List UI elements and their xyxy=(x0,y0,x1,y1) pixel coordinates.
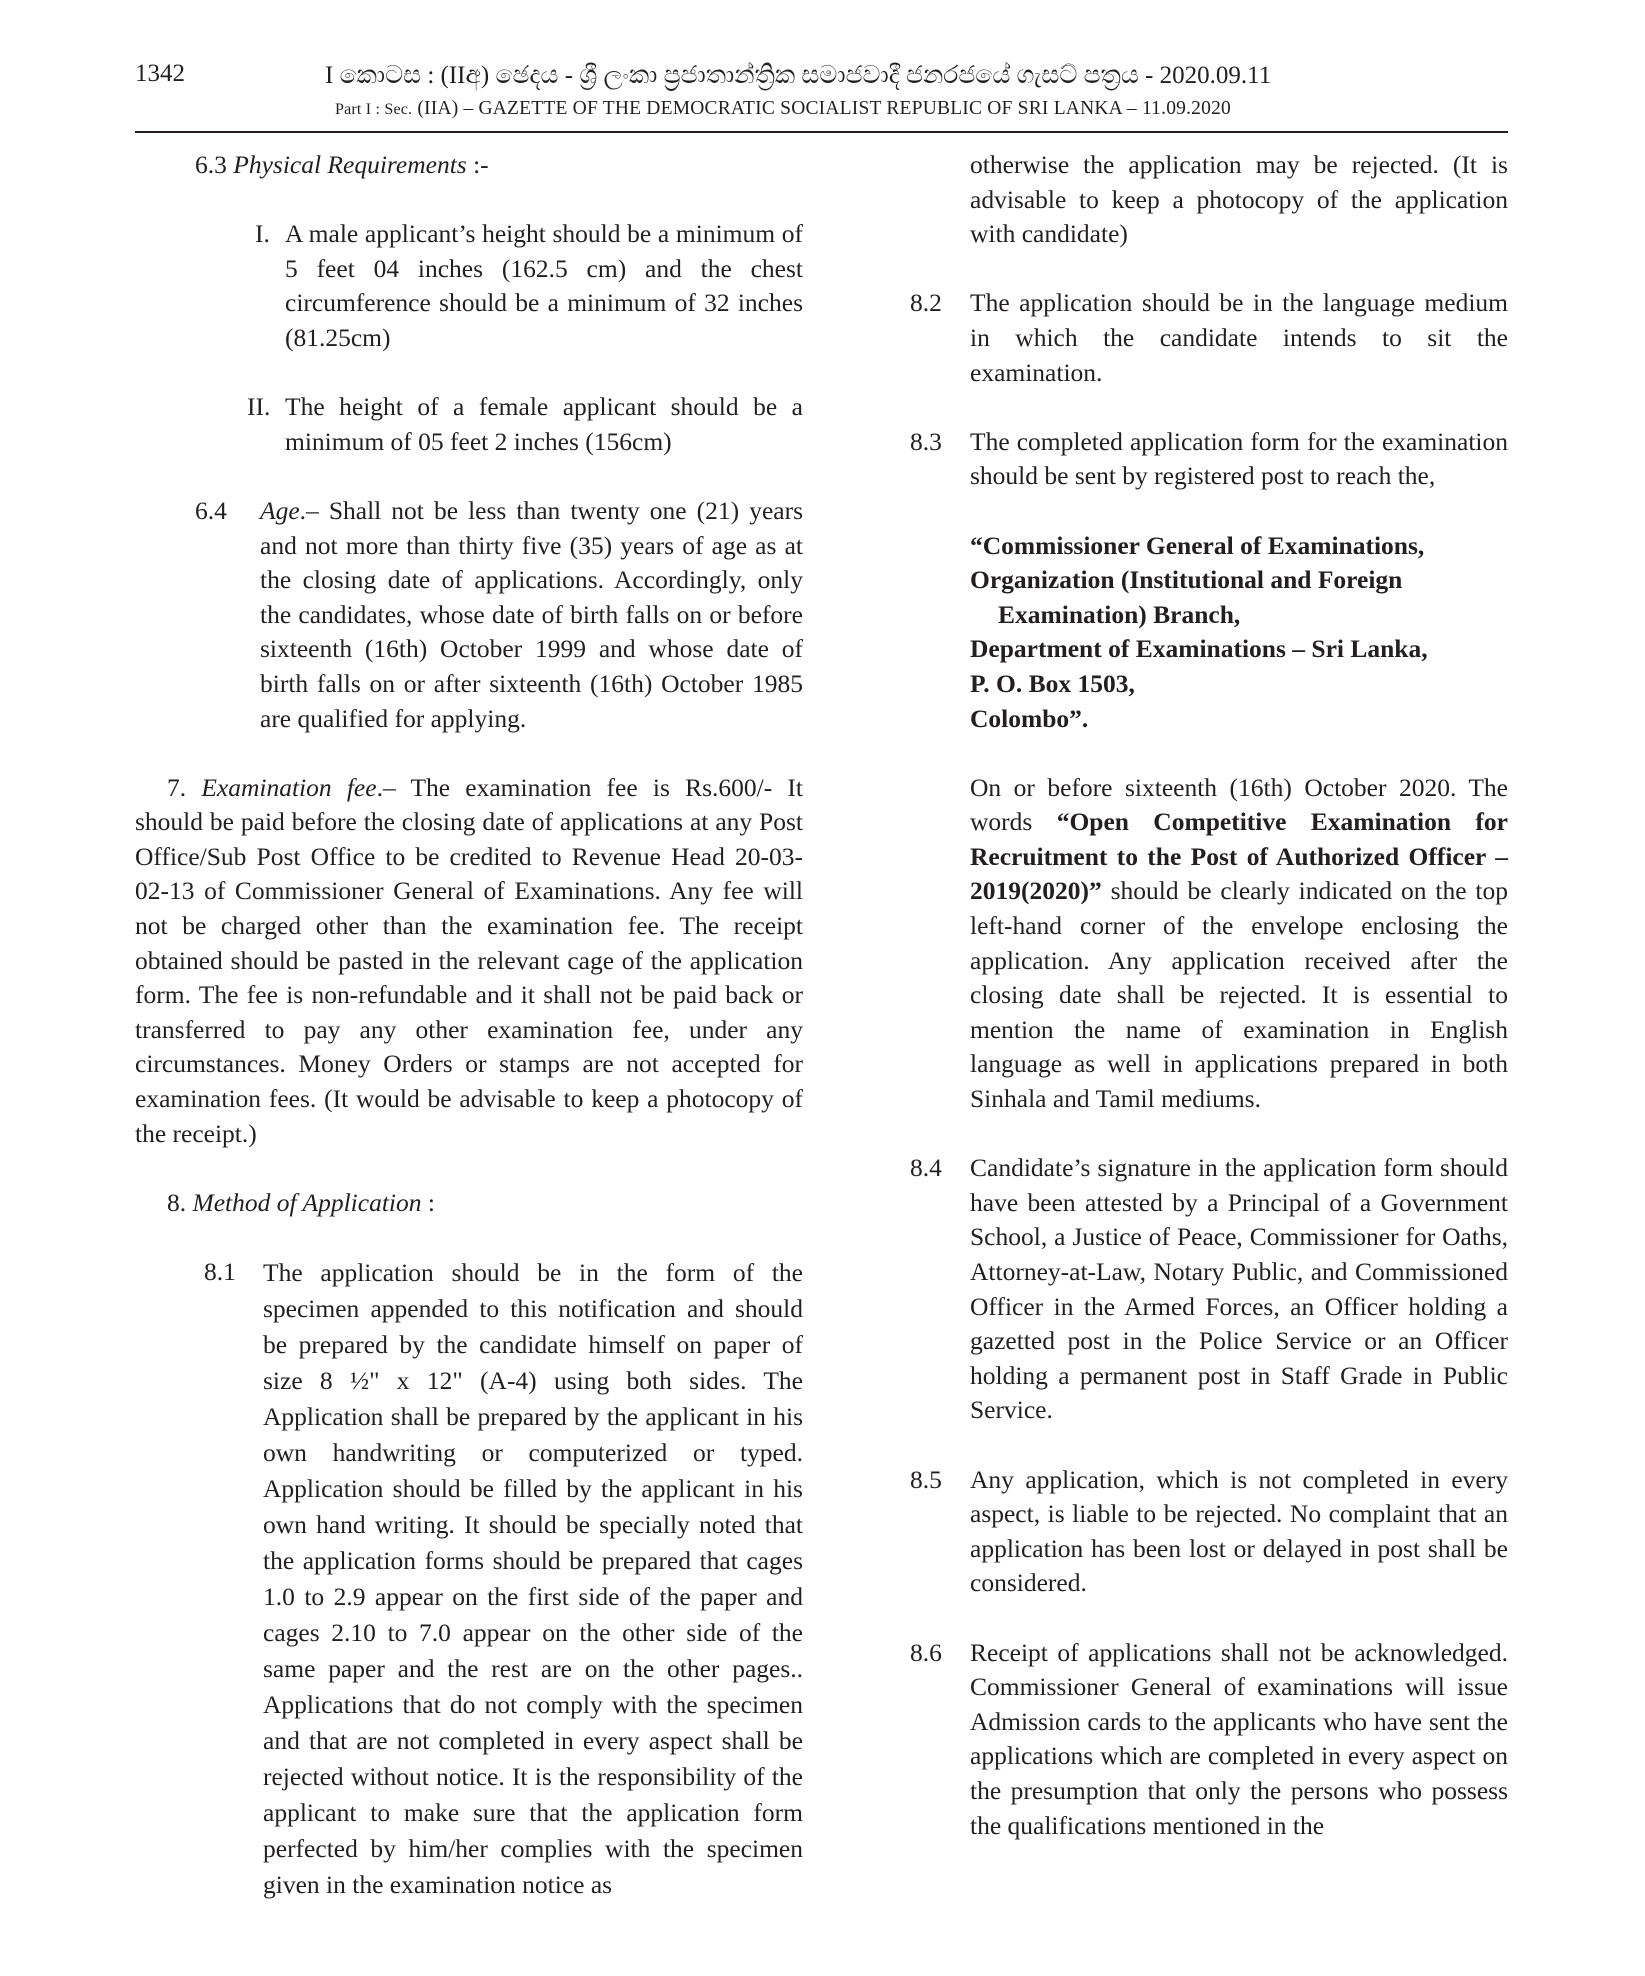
section-suffix: :- xyxy=(466,150,489,179)
section-8-2 xyxy=(910,286,1508,390)
section-number: 6.4 xyxy=(195,495,227,525)
section-suffix: : xyxy=(421,1187,435,1217)
section-title: Examination fee xyxy=(201,772,377,802)
item-text: The height of a female applicant should be a minimum of 05 feet 2 inches (156cm) xyxy=(285,392,803,456)
mailing-address xyxy=(910,529,1508,737)
instruction-text: On or before sixteenth (16th) October 2020. The words xyxy=(970,772,1508,837)
section-body: The completed application form for the examination should be sent by registered post to reach the, xyxy=(970,426,1508,491)
section-body: The application should be in the form of the specimen appended to this notification and should be prepared by the candidate himself on paper of size 8 ½" x 12" (A-4) using both sides. The Application shall be prepared by the applicant in his own handwriting or computerized or typed. Application should be filled by the applicant in his own hand writing. It should be specially noted that the application forms should be prepared that cages 1.0 to 2.9 appear on the first side of the paper and cages 2.10 to 7.0 appear on the other side of the same paper and the rest are on the other pages.. Applications that do not comply with the specimen and that are not completed in every aspect shall be rejected without notice. It is the responsibility of the applicant to make sure that the application form perfected by him/her complies with the specimen given in the examination notice as xyxy=(263,1258,803,1899)
section-body: The application should be in the language medium in which the candidate intends to sit the examination. xyxy=(970,288,1508,387)
section-number: 7. xyxy=(167,772,187,802)
section-number: 8.1 xyxy=(204,1257,236,1286)
item-number: II. xyxy=(247,392,271,422)
instruction-text: should be clearly indicated on the top left-hand corner of the envelope enclosing the application. Any application received after the closing date shall be rejected. It is essential to mention the name of examination in English language as well in applications prepared in both Sinhala and Tamil mediums. xyxy=(970,876,1508,1114)
section-8-3 xyxy=(910,425,1508,494)
section-body: Candidate’s signature in the application form should have been attested by a Principal of a Government School, a Justice of Peace, Commissioner for Oaths, Attorney-at-Law, Notary Public, and Commissioned Officer in the Armed Forces, an Officer holding a gazetted post in the Police Service or an Officer holding a permanent post in Staff Grade in Public Service. xyxy=(970,1153,1508,1425)
address-line: P. O. Box 1503, xyxy=(970,668,1135,698)
requirement-i xyxy=(135,217,803,355)
section-6-3-heading xyxy=(135,148,803,183)
section-number: 8.4 xyxy=(910,1153,942,1183)
section-8-heading xyxy=(135,1186,803,1221)
page-number: 1342 xyxy=(135,60,185,87)
gazette-title-english xyxy=(335,98,1395,120)
section-text xyxy=(260,494,803,736)
address-line: “Commissioner General of Examinations, xyxy=(970,530,1425,560)
section-body: Any application, which is not completed in every aspect, is liable to be rejected. No complaint that an application has been lost or delayed in post shall be considered. xyxy=(970,1464,1508,1598)
section-body: .– The examination fee is Rs.600/- It should be paid before the closing date of applications at any Post Office/Sub Post Office to be credited to Revenue Head 20-03-02-13 of Commissioner General of Examinations. Any fee will not be charged other than the examination fee. The receipt obtained should be pasted in the relevant cage of the application form. The fee is non-refundable and it shall not be paid back or transferred to pay any other examination fee, under any circumstances. Money Orders or stamps are not accepted for examination fees. (It would be advisable to keep a photocopy of the receipt.) xyxy=(135,772,803,1148)
exam-name: “Open Competitive Examination for Recruitment to the Post of Authorized Officer – 2019(2020)” xyxy=(970,807,1508,906)
section-8-4 xyxy=(910,1151,1508,1428)
section-number: 6.3 xyxy=(195,150,227,179)
address-line: Examination) Branch, xyxy=(998,599,1241,629)
gazette-title-text: (IIA) – GAZETTE OF THE DEMOCRATIC SOCIALIST REPUBLIC OF SRI LANKA – 11.09.2020 xyxy=(412,98,1231,119)
header-divider xyxy=(135,131,1508,133)
section-8-6 xyxy=(910,1636,1508,1844)
section-number: 8.6 xyxy=(910,1637,942,1667)
gazette-title-sinhala: I කොටස : (IIඅ) ඡෙදය - ශ්‍රී ලංකා ප්‍රජාතාන්ත්‍රික සමාජවාදී ජනරජයේ ගැසට් පත්‍රය - 2020.09.11 xyxy=(325,62,1272,89)
envelope-instructions xyxy=(910,771,1508,1117)
item-number: I. xyxy=(255,219,270,249)
item-text: A male applicant’s height should be a minimum of 5 feet 04 inches (162.5 cm) and the chest circumference should be a minimum of 32 inches (81.25cm) xyxy=(285,219,803,352)
section-title: Physical Requirements xyxy=(233,150,467,179)
address-line: Department of Examinations – Sri Lanka, xyxy=(970,634,1428,664)
section-number: 8. xyxy=(167,1187,187,1217)
section-body: .– Shall not be less than twenty one (21) years and not more than thirty five (35) years of age as at the closing date of applications. Accordingly, only the candidates, whose date of birth falls on or before sixteenth (16th) October 1999 and whose date of birth falls on or after sixteenth (16th) October 1985 are qualified for applying. xyxy=(260,495,803,733)
section-title: Age xyxy=(260,495,300,525)
address-line: Organization (Institutional and Foreign xyxy=(970,565,1403,595)
part-label: Part I : Sec. xyxy=(335,101,413,118)
section-6-4 xyxy=(135,494,803,736)
right-column xyxy=(910,148,1508,1843)
address-line: Colombo”. xyxy=(970,703,1089,733)
section-number: 8.5 xyxy=(910,1464,942,1494)
section-7 xyxy=(135,771,803,1152)
left-column xyxy=(135,148,803,1903)
section-number: 8.3 xyxy=(910,426,942,456)
requirement-ii xyxy=(135,390,803,459)
continued-text: otherwise the application may be rejected. (It is advisable to keep a photocopy of the application with candidate) xyxy=(970,150,1508,249)
section-number: 8.2 xyxy=(910,288,942,318)
section-title: Method of Application xyxy=(192,1187,422,1217)
section-body: Receipt of applications shall not be acknowledged. Commissioner General of examinations will issue Admission cards to the applicants who have sent the applications which are completed in every aspect on the presumption that only the persons who possess the qualifications mentioned in the xyxy=(970,1637,1508,1840)
section-8-5 xyxy=(910,1463,1508,1601)
section-8-1 xyxy=(135,1255,803,1903)
